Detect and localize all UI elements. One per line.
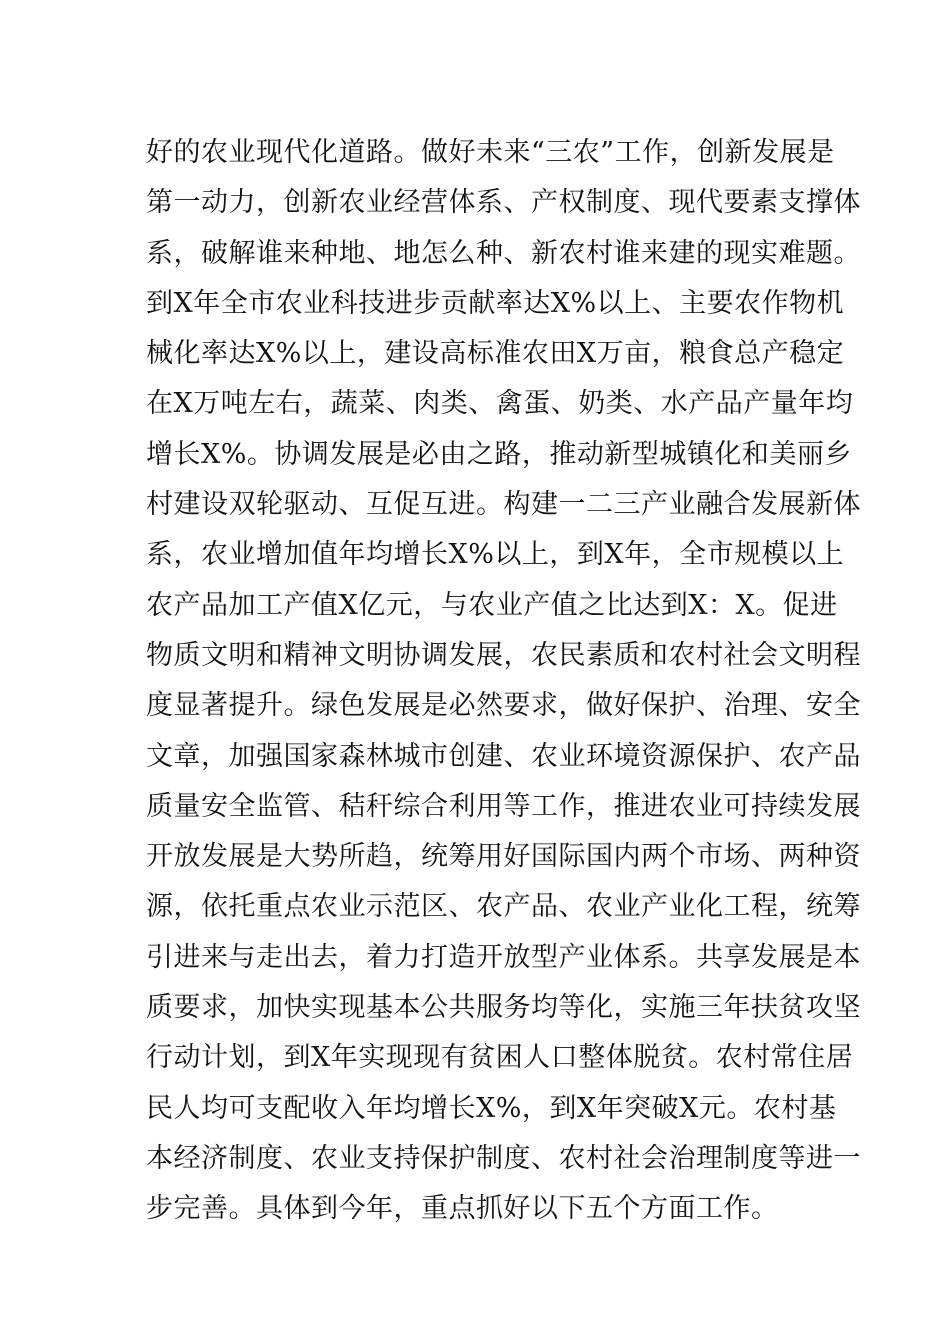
body-paragraph xyxy=(146,128,861,1235)
text-line: 物质文明和精神文明协调发展，农民素质和农村社会文明程 xyxy=(146,639,861,671)
text-line: 增长X%。协调发展是必由之路，推动新型城镇化和美丽乡 xyxy=(146,438,852,470)
text-line: 民人均可支配收入年均增长X%，到X年突破X元。农村基 xyxy=(146,1092,837,1124)
text-line: 农产品加工产值X亿元，与农业产值之比达到X：X。促进 xyxy=(146,589,838,621)
text-line: 本经济制度、农业支持保护制度、农村社会治理制度等进一 xyxy=(146,1142,861,1174)
text-line: 系，农业增加值年均增长X%以上，到X年，全市规模以上 xyxy=(146,539,845,571)
text-line: 质量安全监管、秸秆综合利用等工作，推进农业可持续发展 xyxy=(146,790,861,822)
text-line: 行动计划，到X年实现现有贫困人口整体脱贫。农村常住居 xyxy=(146,1042,854,1074)
text-line: 文章，加强国家森林城市创建、农业环境资源保护、农产品 xyxy=(146,740,861,772)
text-line: 械化率达X%以上，建设高标准农田X万亩，粮食总产稳定 xyxy=(146,338,845,370)
text-line: 度显著提升。绿色发展是必然要求，做好保护、治理、安全 xyxy=(146,690,861,722)
text-line: 在X万吨左右，蔬菜、肉类、禽蛋、奶类、水产品产量年均 xyxy=(146,388,854,420)
text-line: 源，依托重点农业示范区、农产品、农业产业化工程，统筹 xyxy=(146,891,861,923)
text-line: 引进来与走出去，着力打造开放型产业体系。共享发展是本 xyxy=(146,941,861,973)
text-line: 质要求，加快实现基本公共服务均等化，实施三年扶贫攻坚 xyxy=(146,992,861,1024)
text-line: 开放发展是大势所趋，统筹用好国际国内两个市场、两种资 xyxy=(146,841,861,873)
text-line: 到X年全市农业科技进步贡献率达X%以上、主要农作物机 xyxy=(146,287,845,319)
text-line: 村建设双轮驱动、互促互进。构建一二三产业融合发展新体 xyxy=(146,489,861,521)
text-line: 步完善。具体到今年，重点抓好以下五个方面工作。 xyxy=(146,1193,779,1225)
text-line: 好的农业现代化道路。做好未来“三农”工作，创新发展是 xyxy=(146,137,835,168)
text-line: 系，破解谁来种地、地怎么种、新农村谁来建的现实难题。 xyxy=(146,237,861,269)
text-line: 第一动力，创新农业经营体系、产权制度、现代要素支撑体 xyxy=(146,187,861,219)
